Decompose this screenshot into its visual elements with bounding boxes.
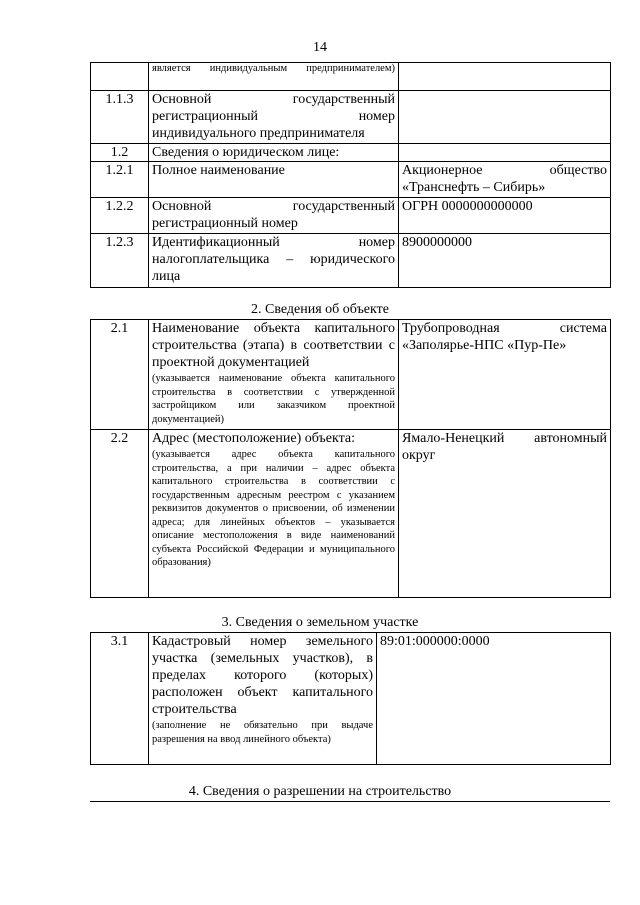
row-value <box>399 91 611 144</box>
row-number <box>91 63 149 91</box>
row-number: 1.2.1 <box>91 162 149 198</box>
row-value: ОГРН 0000000000000 <box>399 198 611 234</box>
row-label: Кадастровый номер земельного участка (земельных участков), в пределах которого (которых) расположен объект капитального строительства <box>152 634 373 717</box>
row-number: 2.2 <box>91 430 149 598</box>
row-label: Основной государственный регистрационный номер индивидуального предпринимателя <box>149 91 399 144</box>
row-note: (заполнение не обязательно при выдаче разрешения на ввод линейного объекта) <box>152 720 373 745</box>
table-row <box>91 91 611 144</box>
row-label: Адрес (местоположение) объекта: <box>152 431 355 446</box>
row-label: Полное наименование <box>149 162 399 198</box>
row-note: (указывается наименование объекта капитального строительства в соответствии с утвержденной застройщиком или заказчиком проектной документацией) <box>152 373 395 425</box>
row-number: 3.1 <box>91 633 149 765</box>
row-number: 1.2.2 <box>91 198 149 234</box>
table-row <box>91 234 611 288</box>
section-4-title: 4. Сведения о разрешении на строительство <box>188 784 452 799</box>
section-2-title: 2. Сведения об объекте <box>251 302 389 317</box>
section-4-table-top-border <box>90 801 610 802</box>
land-plot-table <box>90 632 611 765</box>
table-row <box>91 320 611 430</box>
row-value <box>399 144 611 162</box>
row-label: Сведения о юридическом лице: <box>149 144 399 162</box>
row-value: Акционерное общество «Транснефть – Сибирь» <box>399 162 611 198</box>
row-number: 1.2.3 <box>91 234 149 288</box>
applicant-info-table <box>90 62 611 288</box>
row-value: 89:01:000000:0000 <box>377 633 611 765</box>
row-value: Ямало-Ненецкий автономный округ <box>399 430 611 598</box>
row-number: 2.1 <box>91 320 149 430</box>
table-row <box>91 430 611 598</box>
row-value <box>399 63 611 91</box>
row-label-cell <box>149 633 377 765</box>
row-label: Идентификационный номер налогоплательщика – юридического лица <box>149 234 399 288</box>
table-row <box>91 63 611 91</box>
row-value: Трубопроводная система «Заполярье-НПС «Пур-Пе» <box>399 320 611 430</box>
object-info-table <box>90 319 611 598</box>
row-note: (указывается адрес объекта капитального строительства, а при наличии – адрес объекта капитального строительства в соответствии с государственным адресным реестром с указанием реквизитов документов о присвоении, об изменении адреса; для линейных объектов – указывается описание местоположения в виде наименований субъекта Российской Федерации и муниципального образования) <box>152 449 395 568</box>
table-row <box>91 162 611 198</box>
row-value: 8900000000 <box>399 234 611 288</box>
row-label-cell <box>149 430 399 598</box>
table-row <box>91 633 611 765</box>
table-row <box>91 144 611 162</box>
row-number: 1.2 <box>91 144 149 162</box>
row-label: Наименование объекта капитального строительства (этапа) в соответствии с проектной документацией <box>152 321 395 370</box>
row-number: 1.1.3 <box>91 91 149 144</box>
row-label: Основной государственный регистрационный номер <box>149 198 399 234</box>
table-row <box>91 198 611 234</box>
page-number: 14 <box>313 40 327 55</box>
row-label-cell <box>149 320 399 430</box>
section-3-title: 3. Сведения о земельном участке <box>221 615 419 630</box>
row-label: является индивидуальным предпринимателем) <box>149 63 399 91</box>
